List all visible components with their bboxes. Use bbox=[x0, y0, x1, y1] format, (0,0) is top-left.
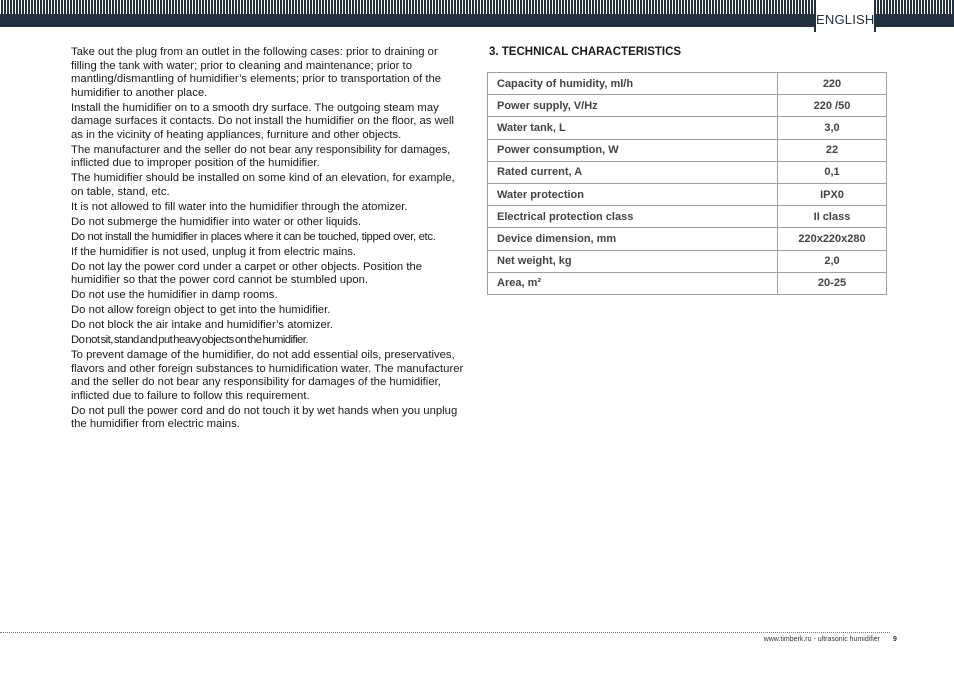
spec-value: 220 /50 bbox=[778, 95, 887, 117]
table-row bbox=[488, 73, 887, 95]
paragraph: The humidifier should be installed on some kind of an elevation, for example, on table, stand, etc. bbox=[71, 172, 455, 198]
spec-value: 2,0 bbox=[778, 250, 887, 272]
spec-value: 0,1 bbox=[778, 161, 887, 183]
paragraph: Do not pull the power cord and do not touch it by wet hands when you unplug the humidifier from electric mains. bbox=[71, 404, 458, 430]
section-title: 3. TECHNICAL CHARACTERISTICS bbox=[489, 46, 682, 58]
paragraph: Do not submerge the humidifier into water or other liquids. bbox=[71, 215, 362, 228]
spec-label: Power supply, V/Hz bbox=[488, 95, 778, 117]
table-row bbox=[488, 206, 887, 228]
paragraph: Install the humidifier on to a smooth dry surface. The outgoing steam may damage surfaces it contacts. Do not install the humidifier on the floor, as well as in the vicinity of heating appliances, furniture and other objects. bbox=[71, 101, 455, 141]
paragraph: Do not allow foreign object to get into the humidifier. bbox=[71, 304, 331, 316]
spec-value: 220 bbox=[778, 73, 887, 95]
table-row bbox=[488, 250, 887, 272]
table-row bbox=[488, 139, 887, 161]
spec-value: IPX0 bbox=[778, 183, 887, 205]
footer-divider bbox=[0, 632, 890, 633]
paragraph: Do not sit, stand and put heavy objects on the humidifier. bbox=[71, 334, 308, 346]
paragraph: The manufacturer and the seller do not bear any responsibility for damages, inflicted due to improper position of the humidifier. bbox=[71, 143, 451, 169]
spec-value: 20-25 bbox=[778, 272, 887, 294]
page-number: 9 bbox=[893, 636, 897, 643]
header-stripes bbox=[0, 0, 954, 14]
spec-value: II class bbox=[778, 206, 887, 228]
language-tab bbox=[814, 0, 876, 32]
table-row bbox=[488, 228, 887, 250]
paragraph: Do not block the air intake and humidifier’s atomizer. bbox=[71, 319, 334, 331]
language-label: ENGLISH bbox=[816, 12, 875, 27]
spec-label: Area, m² bbox=[488, 272, 778, 294]
spec-label: Power consumption, W bbox=[488, 139, 778, 161]
spec-value: 220x220x280 bbox=[778, 228, 887, 250]
spec-label: Net weight, kg bbox=[488, 250, 778, 272]
spec-label: Electrical protection class bbox=[488, 206, 778, 228]
spec-label: Water protection bbox=[488, 183, 778, 205]
paragraph: Do not lay the power cord under a carpet or other objects. Position the humidifier so that the power cord cannot be stumbled upon. bbox=[71, 260, 423, 286]
spec-value: 22 bbox=[778, 139, 887, 161]
table-row bbox=[488, 183, 887, 205]
spec-label: Capacity of humidity, ml/h bbox=[488, 73, 778, 95]
table-row bbox=[488, 95, 887, 117]
paragraph: If the humidifier is not used, unplug it from electric mains. bbox=[71, 245, 357, 258]
paragraph: To prevent damage of the humidifier, do not add essential oils, preservatives, flavors and other foreign substances to humidification water. The manufacturer and the seller do not bear any responsibility for damages of the humidifier, inflicted due to failure to follow this requirement. bbox=[71, 349, 464, 402]
spec-label: Device dimension, mm bbox=[488, 228, 778, 250]
spec-label: Rated current, A bbox=[488, 161, 778, 183]
table-row bbox=[488, 272, 887, 294]
footer-text: www.timberk.ru - ultrasonic humidifier bbox=[763, 636, 880, 643]
paragraph: Do not install the humidifier in places where it can be touched, tipped over, etc. bbox=[71, 230, 436, 243]
paragraph: Take out the plug from an outlet in the following cases: prior to draining or filling the tank with water; prior to cleaning and maintenance; prior to mantling/dismantling of humidifier’s elements; prior to transportation of the humidifier to another place. bbox=[71, 46, 442, 99]
spec-label: Water tank, L bbox=[488, 117, 778, 139]
paragraph: It is not allowed to fill water into the humidifier through the atomizer. bbox=[71, 200, 408, 213]
table-row bbox=[488, 161, 887, 183]
safety-instructions bbox=[71, 46, 466, 433]
paragraph: Do not use the humidifier in damp rooms. bbox=[71, 289, 278, 301]
spec-value: 3,0 bbox=[778, 117, 887, 139]
table-row bbox=[488, 117, 887, 139]
spec-table bbox=[487, 72, 887, 295]
